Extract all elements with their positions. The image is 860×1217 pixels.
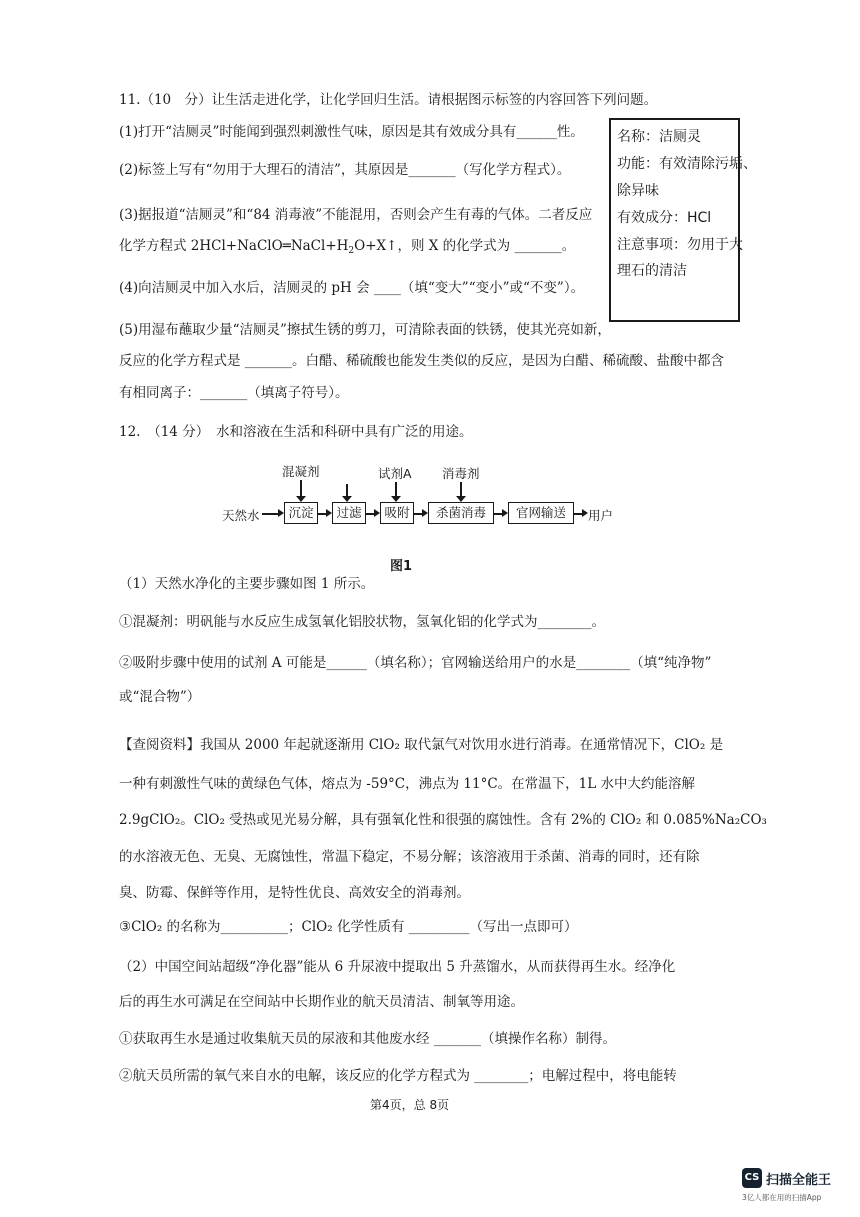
q11-part5-line2: 反应的化学方程式是 _______。白醋、稀硫酸也能发生类似的反应，是因为白醋、稀硫酸、盐酸中都含 — [119, 353, 725, 369]
q12-sub2-line2: 后的再生水可满足在空间站中长期作业的航天员清洁、制氧等用途。 — [119, 994, 524, 1010]
ref-line-3: 2.9gClO₂。ClO₂ 受热或见光易分解，具有强氧化性和很强的腐蚀性。含有 2%的 ClO₂ 和 0.085%Na₂CO₃ — [119, 812, 767, 828]
q11-part3-line1: (3)据报道“洁厕灵”和“84 消毒液”不能混用，否则会产生有毒的气体。二者反应 — [119, 207, 593, 223]
figure1-caption: 图1 — [390, 559, 413, 574]
label-function-2: 除异味 — [617, 182, 659, 199]
input-reagent-a: 试剂A — [378, 466, 412, 481]
scanner-watermark — [742, 1168, 852, 1208]
q11-part1: (1)打开“洁厕灵”时能闻到强烈刺激性气味，原因是其有效成分具有______性。 — [119, 124, 584, 140]
q11-part3-line2: 化学方程式 $2HCl+NaClO═NaCl+H_2O+X↑$，则 X 的化学式为 _______。 — [119, 238, 576, 256]
label-function-1: 功能：有效清除污垢、 — [617, 155, 757, 172]
product-label — [609, 118, 757, 322]
q12-sub1-2b: 或“混合物”） — [119, 689, 201, 705]
page-footer: 第4页，总 8页 — [370, 1098, 450, 1112]
step-filtration: 过滤 — [332, 502, 366, 524]
step-disinfection: 杀菌消毒 — [428, 502, 494, 524]
figure1-flow-diagram — [222, 462, 622, 547]
scanner-logo-icon: CS — [742, 1168, 762, 1188]
label-ingredient: 有效成分：HCl — [617, 209, 712, 226]
label-note-2: 理石的清洁 — [617, 263, 687, 280]
label-name: 名称：洁厕灵 — [617, 129, 701, 145]
q12-title: 12. （14 分） 水和溶液在生活和科研中具有广泛的用途。 — [119, 424, 473, 440]
q11-part5-line1: (5)用湿布蘸取少量“洁厕灵”擦拭生锈的剪刀，可清除表面的铁锈，使其光亮如新， — [119, 322, 611, 338]
flow-source: 天然水 — [222, 508, 260, 523]
ref-line-2: 一种有刺激性气味的黄绿色气体，熔点为 -59°C，沸点为 11°C。在常温下，1L 水中大约能溶解 — [119, 776, 696, 792]
scanner-tagline: 3亿人都在用的扫描App — [742, 1193, 822, 1202]
q12-sub2-1: ①获取再生水是通过收集航天员的尿液和其他废水经 _______（填操作名称）制得。 — [119, 1031, 617, 1047]
input-coagulant: 混凝剂 — [282, 464, 320, 479]
q12-sub2-2: ②航天员所需的氧气来自水的电解，该反应的化学方程式为 ________；电解过程中，将电能转 — [119, 1068, 677, 1084]
label-note-1: 注意事项：勿用于大 — [617, 236, 743, 253]
ref-line-5: 臭、防霉、保鲜等作用，是特性优良、高效安全的消毒剂。 — [119, 885, 470, 901]
q11-part4: (4)向洁厕灵中加入水后，洁厕灵的 pH 会 ____（填“变大”“变小”或“不变”）。 — [119, 280, 585, 296]
ref-line-1: 【查阅资料】我国从 2000 年起就逐渐用 ClO₂ 取代氯气对饮用水进行消毒。在通常情况下，ClO₂ 是 — [119, 737, 724, 753]
step-adsorption: 吸附 — [380, 502, 414, 524]
ref-line-4: 的水溶液无色、无臭、无腐蚀性，常温下稳定，不易分解；该溶液用于杀菌、消毒的同时，还有除 — [119, 849, 700, 865]
q12-sub1-3: ③ClO₂ 的名称为__________；ClO₂ 化学性质有 _________（写出一点即可） — [119, 919, 578, 935]
q12-sub1-1: ①混凝剂：明矾能与水反应生成氢氧化铝胶状物，氢氧化铝的化学式为________。 — [119, 614, 605, 630]
q12-sub1-2: ②吸附步骤中使用的试剂 A 可能是______（填名称）；官网输送给用户的水是________（填“纯净物” — [119, 655, 712, 671]
q11-part5-line3: 有相同离子：_______（填离子符号）。 — [119, 385, 349, 401]
q11-part2: (2)标签上写有“勿用于大理石的清洁”，其原因是_______（写化学方程式）。 — [119, 162, 571, 178]
scanner-brand-name: 扫描全能王 — [766, 1173, 832, 1188]
step-sedimentation: 沉淀 — [284, 502, 318, 524]
q12-sub1: （1）天然水净化的主要步骤如图 1 所示。 — [119, 576, 375, 592]
input-disinfectant: 消毒剂 — [442, 466, 480, 481]
step-pipeline: 官网输送 — [508, 502, 574, 524]
flow-sink: 用户 — [588, 508, 614, 523]
q11-title: 11.（10 分）让生活走进化学，让化学回归生活。请根据图示标签的内容回答下列问题。 — [119, 92, 658, 108]
q12-sub2-line1: （2）中国空间站超级“净化器”能从 6 升尿液中提取出 5 升蒸馏水，从而获得再生水。经净化 — [119, 959, 676, 975]
